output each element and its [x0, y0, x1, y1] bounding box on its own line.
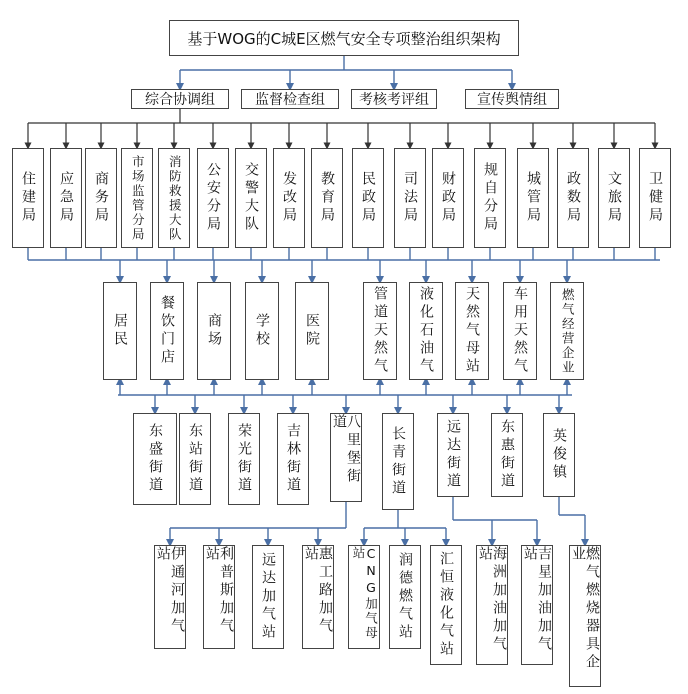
street-label: 东惠街道 [499, 419, 515, 491]
station-label: 利普斯加气站 [204, 546, 234, 636]
dept-label: 商务局 [93, 171, 109, 225]
dept-box [273, 148, 305, 248]
dept-label: 政数局 [565, 171, 581, 225]
object-label: 车用天然气 [512, 286, 528, 376]
dept-label: 卫健局 [647, 171, 663, 225]
dept-label: 规自分局 [482, 162, 498, 234]
object-label: 管道天然气 [372, 286, 388, 376]
dept-box [639, 148, 671, 248]
station-label: 燃气燃烧器具企业 [570, 546, 600, 672]
group-inspection [241, 89, 339, 109]
dept-label: 文旅局 [606, 171, 622, 225]
dept-box [50, 148, 82, 248]
street-box [228, 413, 260, 505]
object-box [245, 282, 279, 380]
object-label: 学校 [254, 313, 270, 349]
street-label: 长青街道 [390, 425, 406, 498]
dept-box [557, 148, 589, 248]
group-publicity [465, 89, 559, 109]
station-label: 吉星加油加气站 [522, 546, 552, 654]
station-box [302, 545, 334, 649]
dept-box [235, 148, 267, 248]
object-box [103, 282, 137, 380]
station-box [521, 545, 553, 665]
dept-label: 教育局 [319, 171, 335, 225]
dept-box [12, 148, 44, 248]
dept-box [85, 148, 117, 248]
station-label: 汇恒液化气站 [438, 551, 454, 659]
station-box [430, 545, 462, 665]
object-label: 燃气经营企业 [560, 287, 576, 375]
station-box [348, 545, 380, 649]
dept-label: 发改局 [281, 171, 297, 225]
street-label: 东站街道 [187, 423, 203, 495]
dept-label: 公安分局 [205, 162, 221, 234]
dept-label: 财政局 [440, 171, 456, 225]
group-label: 监督检查组 [255, 92, 325, 108]
station-box [203, 545, 235, 649]
station-label: 海洲加油加气站 [477, 546, 507, 654]
dept-box [517, 148, 549, 248]
dept-label: 民政局 [360, 171, 376, 225]
street-label: 英俊镇 [551, 428, 567, 482]
object-label: 餐饮门店 [159, 295, 175, 367]
object-box [503, 282, 537, 380]
dept-label: 应急局 [58, 171, 74, 225]
street-box [437, 413, 469, 497]
dept-label: 交警大队 [243, 162, 259, 234]
station-box [569, 545, 601, 687]
station-label: 伊通河加气站 [155, 546, 185, 636]
object-label: 居民 [112, 313, 128, 349]
dept-label: 消防救援大队 [167, 154, 183, 242]
station-label: CNG加气母站 [351, 546, 379, 641]
group-label: 考核考评组 [359, 92, 429, 108]
object-box [550, 282, 584, 380]
group-coordination [131, 89, 229, 109]
street-box [179, 413, 211, 505]
dept-box [158, 148, 190, 248]
street-box [382, 413, 414, 510]
street-label: 东盛街道 [147, 423, 163, 495]
title-text: 基于WOG的C城E区燃气安全专项整治组织架构 [187, 29, 501, 48]
object-box [363, 282, 397, 380]
dept-box [311, 148, 343, 248]
station-box [389, 545, 421, 649]
group-assessment [351, 89, 437, 109]
object-box [295, 282, 329, 380]
group-label: 宣传舆情组 [477, 92, 547, 108]
street-box [277, 413, 309, 505]
station-label: 远达加气站 [260, 552, 276, 642]
object-box [150, 282, 184, 380]
street-label: 远达街道 [445, 419, 461, 491]
dept-box [352, 148, 384, 248]
street-box [133, 413, 177, 505]
street-box [491, 413, 523, 497]
street-label: 八里堡街道 [331, 414, 361, 486]
object-box [409, 282, 443, 380]
object-label: 医院 [304, 313, 320, 349]
dept-label: 司法局 [402, 171, 418, 225]
street-label: 荣光街道 [236, 423, 252, 495]
dept-box [394, 148, 426, 248]
dept-box [474, 148, 506, 248]
object-label: 液化石油气 [418, 286, 434, 376]
station-label: 惠工路加气站 [303, 546, 333, 636]
station-box [476, 545, 508, 665]
street-box [330, 413, 362, 502]
object-box [197, 282, 231, 380]
station-label: 润德燃气站 [397, 552, 413, 642]
dept-label: 住建局 [20, 171, 36, 225]
object-label: 天然气母站 [464, 286, 480, 376]
station-box [252, 545, 284, 649]
dept-label: 城管局 [525, 171, 541, 225]
object-label: 商场 [206, 313, 222, 349]
dept-label: 市场监管分局 [130, 154, 146, 242]
object-box [455, 282, 489, 380]
group-label: 综合协调组 [145, 92, 215, 108]
street-label: 吉林街道 [285, 423, 301, 495]
street-box [543, 413, 575, 497]
dept-box [121, 148, 153, 248]
dept-box [197, 148, 229, 248]
chart-title [169, 20, 519, 56]
station-box [154, 545, 186, 649]
dept-box [432, 148, 464, 248]
dept-box [598, 148, 630, 248]
